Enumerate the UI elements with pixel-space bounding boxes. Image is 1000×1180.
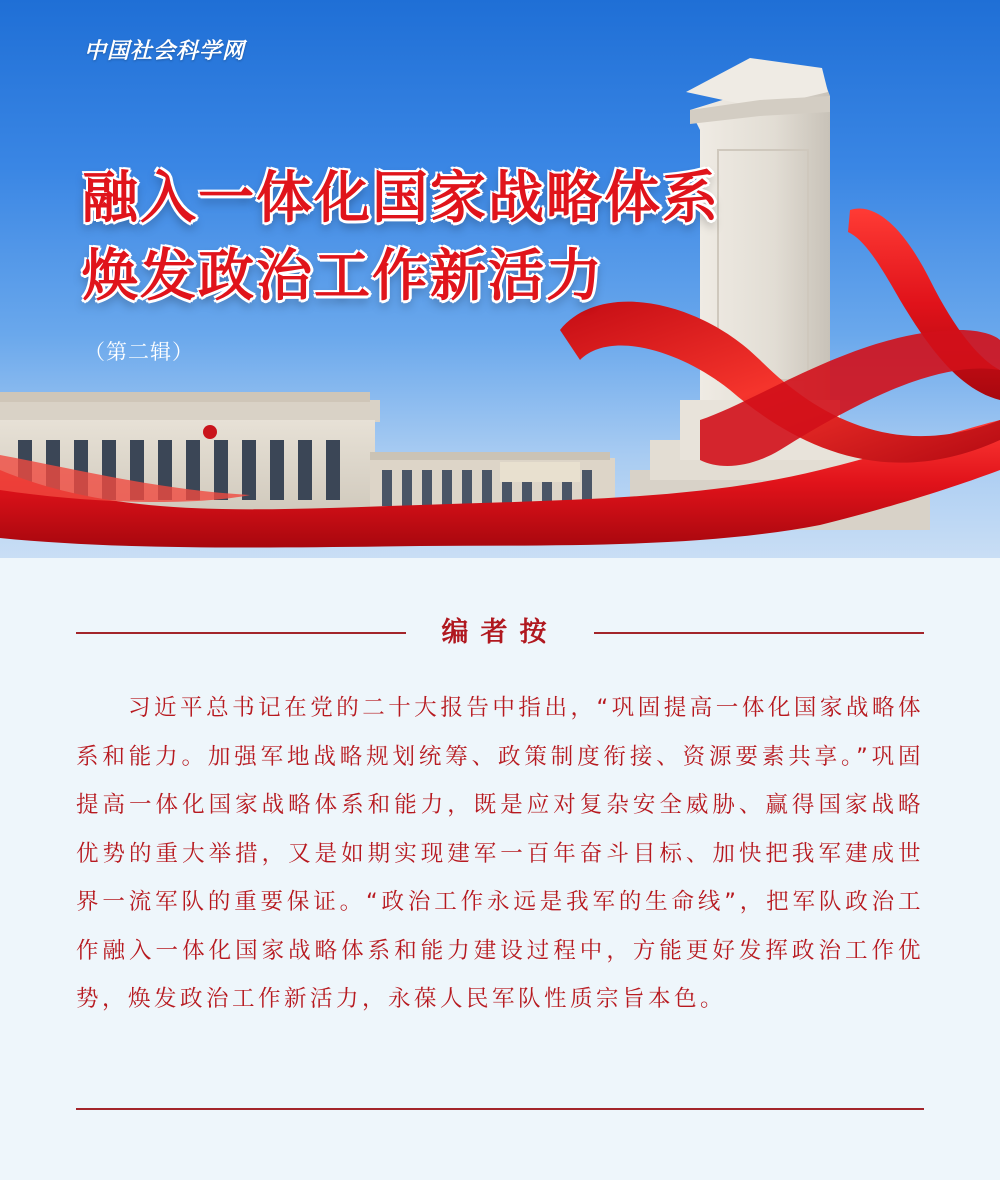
header-banner xyxy=(0,0,1000,558)
bottom-divider xyxy=(76,1108,924,1110)
divider-right xyxy=(594,632,924,634)
title-line-2: 焕发政治工作新活力 xyxy=(82,244,604,309)
editor-note-header xyxy=(76,608,924,658)
title-line-1: 融入一体化国家战略体系 xyxy=(82,166,720,231)
site-logo[interactable]: 中国社会科学网 xyxy=(84,38,246,64)
editor-note-heading: 编者按 xyxy=(441,617,559,648)
editor-note-body: 习近平总书记在党的二十大报告中指出，“巩固提高一体化国家战略体系和能力。加强军地战略规划统筹、政策制度衔接、资源要素共享。”巩固提高一体化国家战略体系和能力，既是应对复杂安全威胁、赢得国家战略优势的重大举措，又是如期实现建军一百年奋斗目标、加快把我军建成世界一流军队的重要保证。“政治工作永远是我军的生命线”，把军队政治工作融入一体化国家战略体系和能力建设过程中，方能更好发挥政治工作优势，焕发政治工作新活力，永葆人民军队性质宗旨本色。 xyxy=(76,695,924,1012)
issue-label: （第二辑） xyxy=(84,340,194,364)
page-title xyxy=(82,160,720,316)
